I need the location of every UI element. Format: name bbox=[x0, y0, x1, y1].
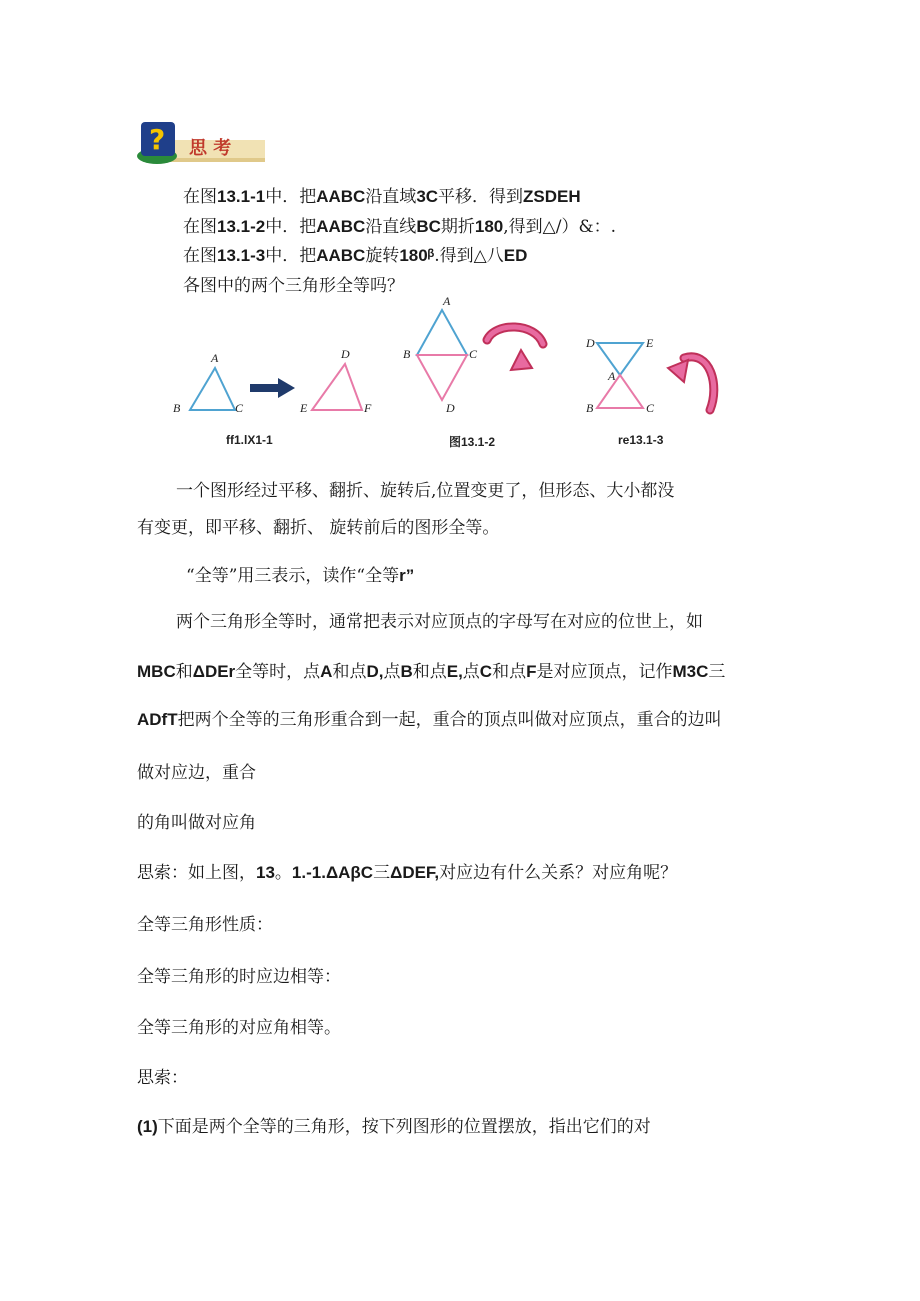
property-1: 全等三角形的时应边相等： bbox=[137, 967, 341, 987]
label-c: C bbox=[646, 401, 655, 415]
triangle-abc bbox=[190, 368, 235, 410]
figure-13-1-3 bbox=[580, 330, 730, 422]
label-b: B bbox=[173, 401, 181, 415]
paragraph-3-line-2: MBC和ΔDEr全等时，点A和点D,点B和点E,点C和点F是对应顶点，记作M3C三 bbox=[137, 662, 726, 682]
label-b: B bbox=[403, 347, 411, 361]
paragraph-3-line-1: 两个三角形全等时，通常把表示对应顶点的字母写在对应的位世上，如 bbox=[176, 612, 703, 632]
triangle-abc bbox=[597, 375, 643, 408]
label-d: D bbox=[586, 336, 595, 350]
label-b: B bbox=[586, 401, 594, 415]
label-c: C bbox=[469, 347, 478, 361]
curved-arrow-icon bbox=[668, 357, 714, 410]
curved-arrow-icon bbox=[487, 327, 543, 370]
label-a: A bbox=[443, 294, 451, 308]
figure-13-1-1 bbox=[165, 340, 390, 420]
arrow-right-icon bbox=[250, 378, 295, 398]
figure-13-1-2 bbox=[395, 292, 565, 420]
question-line: 各图中的两个三角形全等吗？ bbox=[183, 276, 404, 296]
label-a: A bbox=[608, 369, 616, 383]
triangle-dae bbox=[597, 343, 643, 375]
think-badge-label: 思 考 bbox=[189, 138, 232, 159]
paragraph-1-line-1: 一个图形经过平移、翻折、旋转后,位置变更了，但形态、大小都没 bbox=[176, 481, 675, 501]
think-question-1: 思索：如上图，13。1.-1.ΔAβC三ΔDEF,对应边有什么关系？对应角呢？ bbox=[137, 863, 678, 883]
property-title: 全等三角形性质： bbox=[137, 915, 273, 935]
think-badge bbox=[137, 118, 265, 166]
intro-line-1: 在图13.1-1中．把AABC沿直域3C平移．得到ZSDEH bbox=[183, 187, 581, 207]
paragraph-3-line-5: 的角叫做对应角 bbox=[137, 813, 256, 833]
paragraph-1-line-2: 有变更，即平移、翻折、 旋转前后的图形全等。 bbox=[137, 518, 500, 538]
paragraph-3-line-4: 做对应边，重合 bbox=[137, 763, 256, 783]
question-1: (1)下面是两个全等的三角形，按下列图形的位置摆放，指出它们的对 bbox=[137, 1117, 651, 1137]
svg-text:?: ? bbox=[149, 123, 166, 156]
think-heading-2: 思索： bbox=[137, 1068, 188, 1088]
label-a: A bbox=[211, 351, 219, 365]
figure-13-1-2-caption: 图13.1-2 bbox=[449, 435, 496, 449]
label-e: E bbox=[646, 336, 654, 350]
intro-line-3: 在图13.1-3中．把AABC旋转180ᵝ.得到△八ED bbox=[183, 246, 528, 266]
intro-line-2: 在图13.1-2中．把AABC沿直线BC期折180,得到△/）&：. bbox=[183, 217, 616, 237]
triangle-dbc bbox=[417, 355, 467, 400]
label-f: F bbox=[364, 401, 372, 415]
triangle-abc bbox=[417, 310, 467, 355]
label-e: E bbox=[300, 401, 308, 415]
label-d: D bbox=[446, 401, 455, 415]
triangle-def bbox=[312, 364, 362, 410]
label-d: D bbox=[341, 347, 350, 361]
paragraph-2: “全等”用三表示，读作“全等r” bbox=[186, 566, 415, 586]
figure-13-1-1-caption: ff1.lX1-1 bbox=[226, 433, 273, 447]
property-2: 全等三角形的对应角相等。 bbox=[137, 1018, 341, 1038]
figure-13-1-3-caption: re13.1-3 bbox=[618, 433, 664, 447]
paragraph-3-line-3: ADfT把两个全等的三角形重合到一起，重合的顶点叫做对应顶点，重合的边叫 bbox=[137, 710, 722, 730]
label-c: C bbox=[235, 401, 244, 415]
